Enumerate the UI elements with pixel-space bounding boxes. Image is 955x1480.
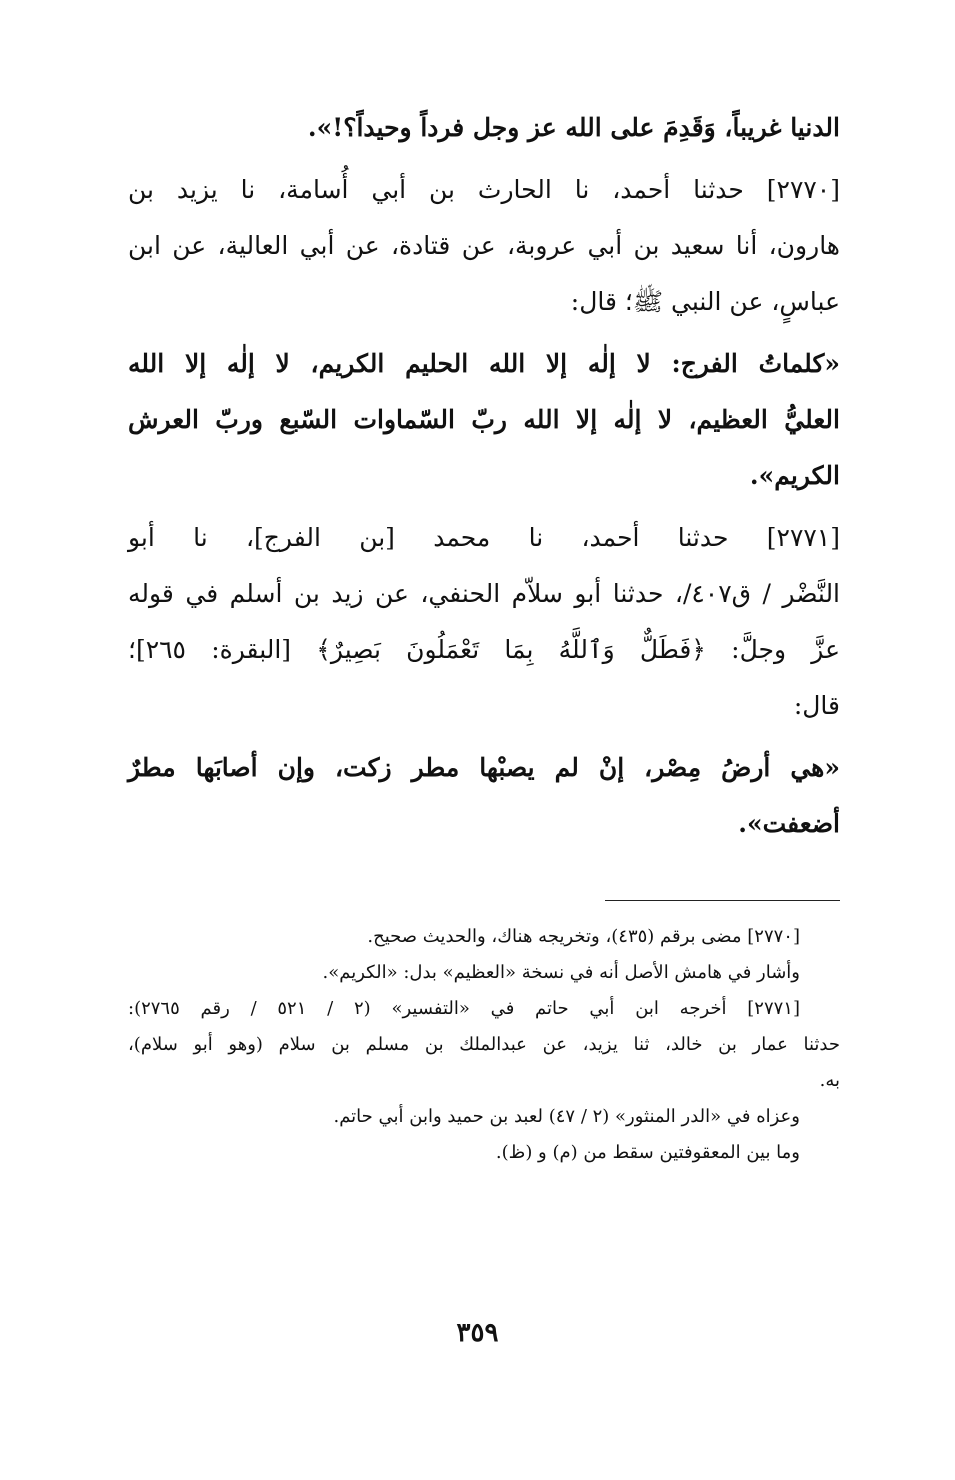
- footnote-line-1: [٢٧٧٠] مضى برقم (٤٣٥)، وتخريجه هناك، والحديث صحيح.: [367, 926, 800, 947]
- body-line-3: هارون، أنا سعيد بن أبي عروبة، عن قتادة، عن أبي العالية، عن ابن: [128, 231, 840, 260]
- body-line-1: الدنيا غريباً، وَقَدِمَ على الله عز وجل فرداً وحيداً؟!».: [307, 113, 840, 142]
- body-line-5: «كلماتُ الفرج: لا إلٰه إلا الله الحليم الكريم، لا إلٰه إلا الله: [128, 349, 840, 378]
- body-line-2: [٢٧٧٠] حدثنا أحمد، نا الحارث بن أبي أُسامة، نا يزيد بن: [128, 175, 840, 204]
- page-number: ٣٥٩: [456, 1318, 499, 1348]
- body-line-8: [٢٧٧١] حدثنا أحمد، نا محمد [بن الفرج]، نا أبو: [128, 523, 840, 552]
- footnote-line-5: به.: [819, 1070, 840, 1091]
- body-line-7: الكريم».: [749, 461, 840, 490]
- book-page: [128, 100, 840, 1171]
- footnote-line-6: وعزاه في «الدر المنثور» (٢ / ٤٧) لعبد بن حميد وابن أبي حاتم.: [333, 1106, 800, 1127]
- footnote-line-7: وما بين المعقوفتين سقط من (م) و (ظ).: [495, 1142, 800, 1163]
- body-line-9: النَّضْر / ق٤٠٧/، حدثنا أبو سلاّم الحنفي، عن زيد بن أسلم في قوله: [128, 579, 841, 608]
- footnote-line-2: وأشار في هامش الأصل أنه في نسخة «العظيم» بدل: «الكريم».: [322, 962, 800, 983]
- section-gap: [128, 852, 840, 900]
- body-line-12: «هي أرضُ مِصْر، إنْ لم يصبْها مطر زكت، وإن أصابَها مطرٌ: [128, 753, 840, 782]
- body-line-13: أضعفت».: [738, 809, 840, 838]
- footnote-separator: [605, 900, 840, 901]
- footnote-line-3: [٢٧٧١] أخرجه ابن أبي حاتم في «التفسير» (٢ / ٥٢١ / رقم ٢٧٦٥):: [128, 998, 800, 1019]
- body-line-11: قال:: [793, 691, 840, 720]
- body-line-4: عباسٍ، عن النبي ﷺ؛ قال:: [570, 287, 840, 316]
- footnote-line-4: حدثنا عمار بن خالد، ثنا يزيد، عن عبدالملك بن مسلم بن سلام (وهو أبو سلام)،: [128, 1034, 840, 1055]
- body-line-10: عزَّ وجلَّ: ﴿فَطَلٌّ وَٱللَّهُ بِمَا تَعْمَلُونَ بَصِيرٌ﴾ [البقرة: ٢٦٥]؛: [128, 635, 840, 664]
- body-line-6: العليُّ العظيم، لا إلٰه إلا الله ربّ السّماوات السّبع وربّ العرش: [128, 405, 840, 434]
